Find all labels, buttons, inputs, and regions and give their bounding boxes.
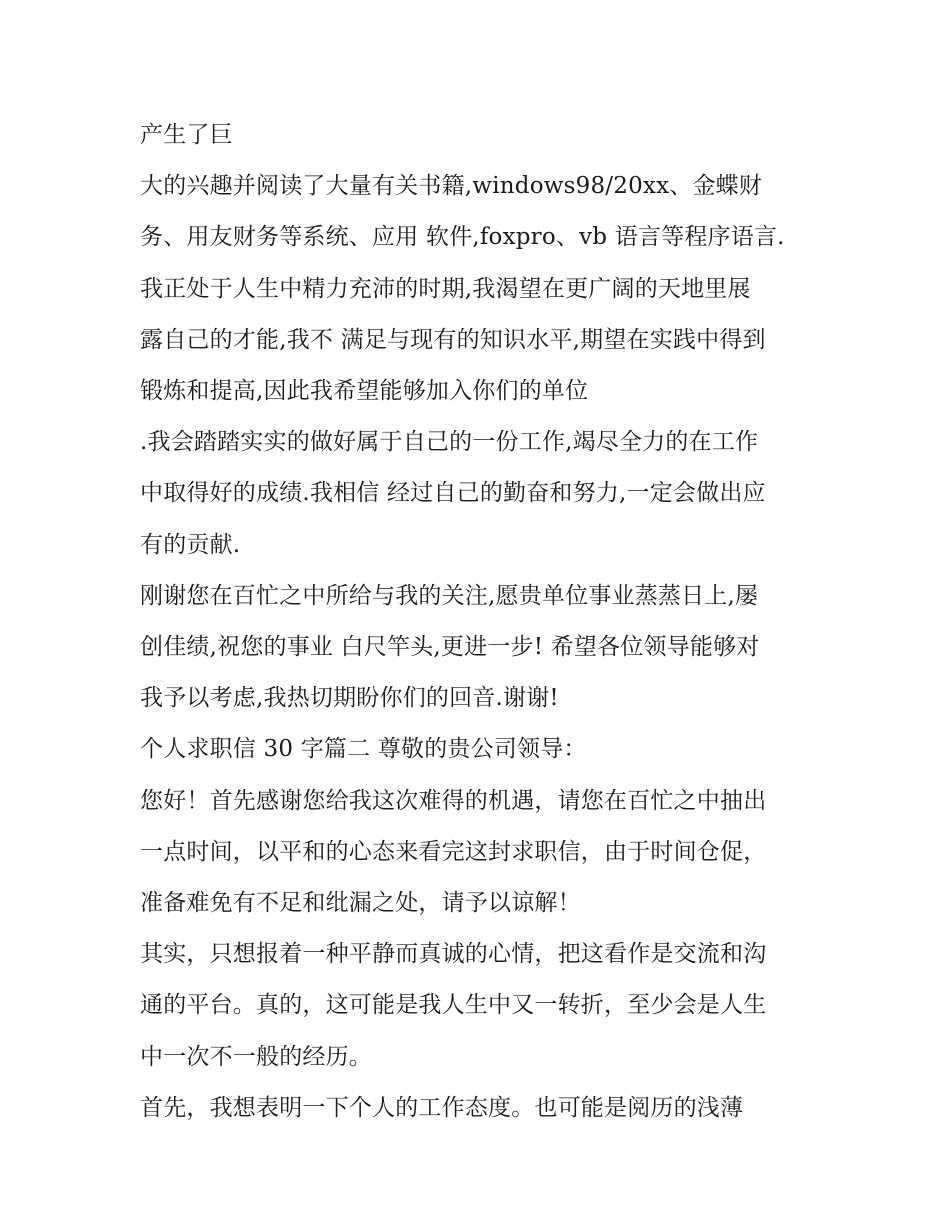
text-line: 通的平台。真的，这可能是我人生中又一转折，至少会是人生 bbox=[140, 992, 767, 1019]
text-line: 锻炼和提高,因此我希望能够加入你们的单位 bbox=[140, 378, 589, 405]
section-heading: 个人求职信 30 字篇二 尊敬的贵公司领导： bbox=[140, 736, 587, 763]
text-line: .我会踏踏实实的做好属于自己的一份工作,竭尽全力的在工作 bbox=[140, 429, 759, 456]
text-line: 我予以考虑,我热切期盼你们的回音.谢谢! bbox=[140, 685, 559, 712]
text-line: 您好！首先感谢您给我这次难得的机遇，请您在百忙之中抽出 bbox=[140, 787, 767, 814]
text-line: 刚谢您在百忙之中所给与我的关注,愿贵单位事业蒸蒸日上,屡 bbox=[140, 582, 759, 609]
text-line: 其实，只想报着一种平静而真诚的心情，把这看作是交流和沟 bbox=[140, 941, 767, 968]
text-line: 我正处于人生中精力充沛的时期,我渴望在更广阔的天地里展 bbox=[140, 275, 751, 302]
text-line: 准备难免有不足和纰漏之处，请予以谅解！ bbox=[140, 890, 581, 917]
document-body bbox=[140, 110, 840, 1134]
text-line: 中一次不一般的经历。 bbox=[140, 1043, 372, 1070]
text-line: 大的兴趣并阅读了大量有关书籍,windows98/20xx、金蝶财 bbox=[140, 173, 763, 200]
text-line: 产生了巨 bbox=[140, 122, 233, 148]
text-line: 中取得好的成绩.我相信 经过自己的勤奋和努力,一定会做出应 bbox=[140, 480, 766, 507]
text-line: 首先，我想表明一下个人的工作态度。也可能是阅历的浅薄 bbox=[140, 1094, 744, 1121]
text-line: 一点时间，以平和的心态来看完这封求职信，由于时间仓促， bbox=[140, 838, 767, 865]
text-line: 创佳绩,祝您的事业 白尺竿头,更进一步! 希望各位领导能够对 bbox=[140, 634, 760, 661]
text-line: 务、用友财务等系统、应用 软件,foxpro、vb 语言等程序语言. bbox=[140, 224, 785, 251]
text-line: 露自己的才能,我不 满足与现有的知识水平,期望在实践中得到 bbox=[140, 326, 766, 353]
text-line: 有的贡献. bbox=[140, 531, 241, 558]
